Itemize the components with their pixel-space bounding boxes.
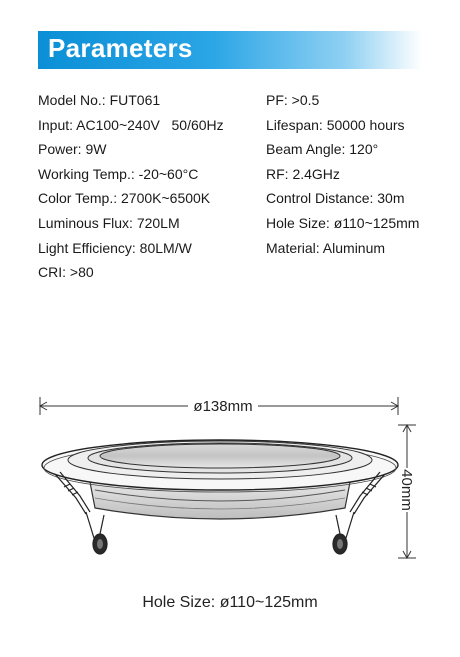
hole-size-caption: Hole Size: ø110~125mm — [142, 594, 318, 611]
downlight-illustration — [42, 440, 398, 519]
params-right-column — [266, 88, 419, 260]
param-pf: PF: >0.5 — [266, 92, 320, 108]
width-label: ø138mm — [193, 398, 253, 415]
param-cri: CRI: >80 — [38, 264, 94, 281]
height-label: 40mm — [398, 469, 415, 511]
param-beam-angle: Beam Angle: 120° — [266, 141, 379, 158]
param-model: Model No.: FUT061 — [38, 92, 161, 108]
params-left-column — [38, 88, 224, 285]
param-luminous-flux: Luminous Flux: 720LM — [38, 214, 180, 231]
param-power: Power: 9W — [38, 141, 107, 158]
header-title: Parameters — [48, 33, 193, 63]
param-lifespan: Lifespan: 50000 hours — [266, 116, 405, 133]
parameters-header — [38, 31, 422, 69]
param-rf: RF: 2.4GHz — [266, 165, 340, 182]
param-control-distance: Control Distance: 30m — [266, 190, 405, 207]
param-color-temp: Color Temp.: 2700K~6500K — [38, 190, 211, 207]
param-hole-size: Hole Size: ø110~125mm — [266, 214, 420, 231]
param-input: Input: AC100~240V 50/60Hz — [38, 116, 224, 133]
param-light-efficiency: Light Efficiency: 80LM/W — [38, 239, 192, 256]
param-material: Material: Aluminum — [266, 239, 386, 256]
param-working-temp: Working Temp.: -20~60°C — [38, 165, 199, 182]
downlight-dimension-diagram — [0, 380, 460, 580]
